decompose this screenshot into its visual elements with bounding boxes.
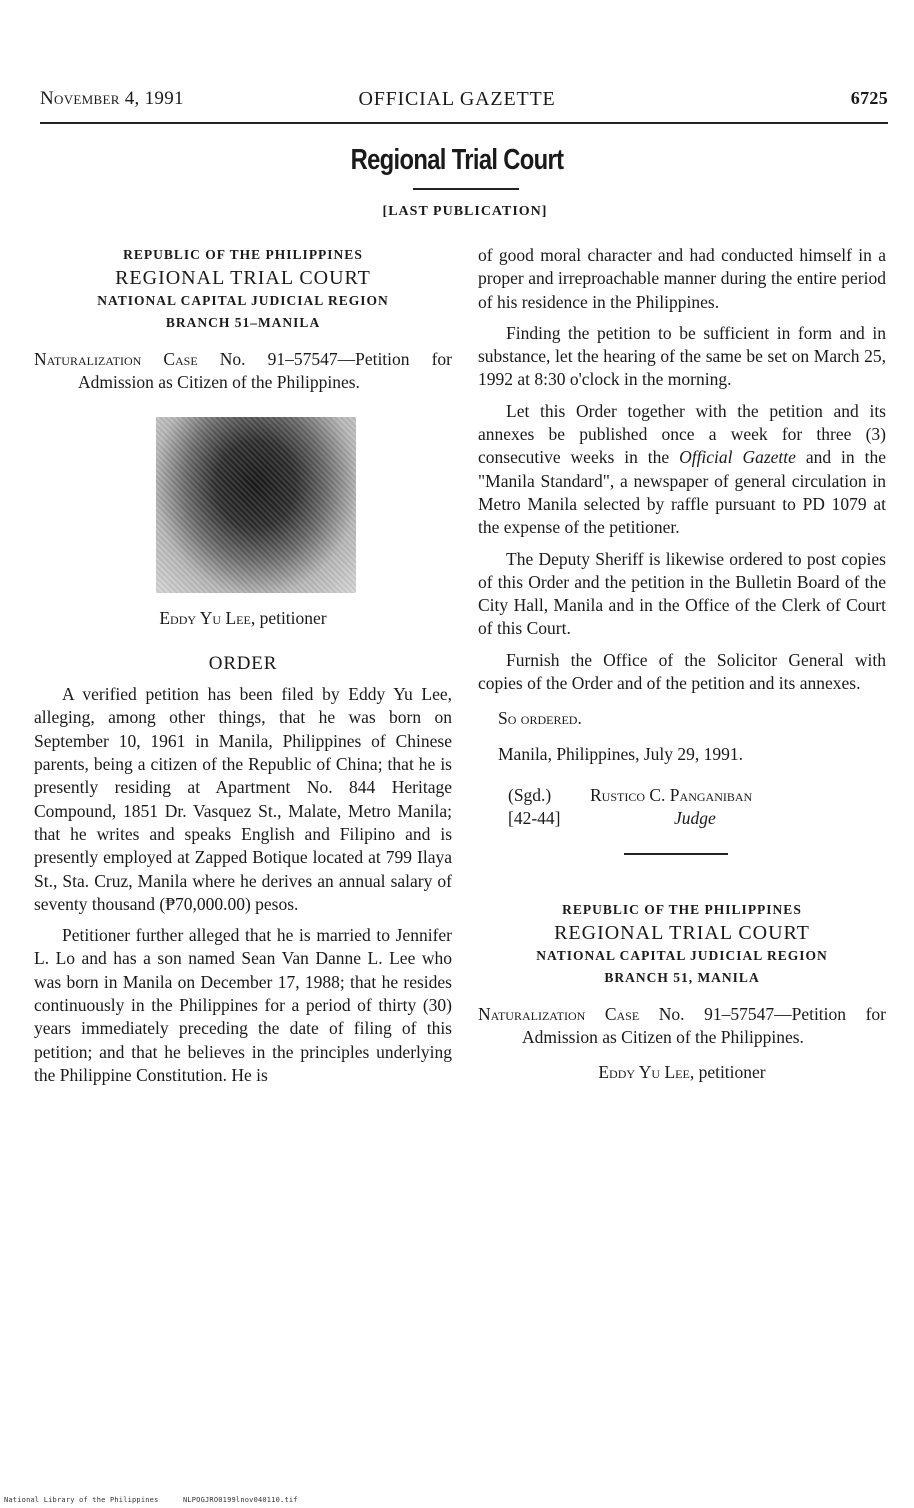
court-name: REGIONAL TRIAL COURT: [115, 267, 371, 289]
case-text: No. 91–57547—Petition for Admission as Citizen of the Philippines.: [78, 349, 452, 393]
region-line: NATIONAL CAPITAL JUDICIAL REGION: [97, 293, 389, 308]
signature-right: [590, 784, 886, 831]
publication-note: [LAST PUBLICATION]: [382, 204, 548, 219]
case-caption-2: [478, 1003, 886, 1050]
section-divider: [624, 853, 728, 855]
order-paragraph-2: Petitioner further alleged that he is married to Jennifer L. Lo and has a son named Sean Van Danne L. Lee who was born in Manila on December 17, 1988; that he resides continuously in the Philippines for a period of thirty (30) years immediately preceding the date of filing of this petition; and that he believes in the principles underlying the Philippine Constitution. He is: [34, 925, 452, 1085]
signature-block: [478, 784, 886, 831]
place-date: Manila, Philippines, July 29, 1991.: [498, 743, 743, 764]
section-title: Regional Trial Court: [350, 144, 564, 176]
judge-name: Rustico C. Panganiban: [590, 784, 753, 805]
case-text-2: No. 91–57547—Petition for Admission as Citizen of the Philippines.: [522, 1003, 886, 1047]
court-block-2: [478, 899, 886, 989]
sheriff-paragraph: The Deputy Sheriff is likewise ordered to post copies of this Order and the petition in the Bulletin Board of the City Hall, Manila and in the Office of the Clerk of Court of this Court.: [478, 548, 886, 639]
order-body: [34, 683, 452, 1087]
republic-line: REPUBLIC OF THE PHILIPPINES: [123, 247, 363, 262]
case-label: Naturalization Case: [34, 349, 198, 369]
case-label-2: Naturalization Case: [478, 1003, 640, 1024]
court-name-2: REGIONAL TRIAL COURT: [554, 921, 810, 944]
judge-title: Judge: [674, 808, 716, 829]
petitioner-role-2: , petitioner: [689, 1062, 766, 1083]
publish-gazette-name: Official Gazette: [679, 447, 796, 468]
footer-file: NLPOGJRO0199lnov040110.tif: [182, 1496, 298, 1504]
petitioner-name: Eddy Yu Lee: [159, 607, 251, 628]
court-block-1: [34, 244, 452, 334]
case-caption-1: [34, 348, 452, 395]
title-rule: [413, 188, 519, 190]
furnish-paragraph: Furnish the Office of the Solicitor General with copies of the Order and of the petition and its annexes.: [478, 649, 886, 694]
header-publication: OFFICIAL GAZETTE: [358, 88, 556, 110]
hearing-paragraph: Finding the petition to be sufficient in form and in substance, let the hearing of the same be set on March 25, 1992 at 8:30 o'clock in the morning.: [478, 322, 886, 390]
petitioner-line-2: [478, 1061, 886, 1084]
photo-caption: [34, 607, 452, 630]
scan-footer: [4, 1496, 298, 1504]
reference-number: [42-44]: [508, 808, 561, 829]
so-ordered: So ordered.: [498, 708, 582, 729]
footer-library: National Library of the Philippines: [4, 1496, 159, 1504]
sgd-label: (Sgd.): [508, 784, 552, 805]
order-heading: ORDER: [208, 652, 278, 674]
branch-line-2: BRANCH 51, MANILA: [604, 969, 760, 985]
petitioner-name-2: Eddy Yu Lee: [598, 1062, 690, 1083]
publish-text-b: and in the "Manila Standard", a newspaper of general circulation in Metro Manila selected by raffle pursuant to PD 1079 at the expense of the petitioner.: [478, 447, 886, 538]
order-paragraph-1: A verified petition has been filed by Eddy Yu Lee, alleging, among other things, that he was born on September 10, 1961 in Manila, Philippines of Chinese parents, being a citizen of the Republic of China; that he is presently residing at Apartment No. 844 Heritage Compound, 1851 Dr. Vasquez St., Malate, Metro Manila; that he writes and speaks English and Filipino and is presently employed at Zapped Botique located at 799 Ilaya St., Sta. Cruz, Manila where he derives an annual salary of seventy thousand (₱70,000.00) pesos.: [34, 684, 452, 914]
publish-text-a: Let this Order together with the petition and its annexes be published once a week for three (3) consecutive weeks in the: [478, 400, 886, 468]
header-page-number: 6725: [850, 88, 888, 108]
header-date: November 4, 1991: [40, 88, 184, 109]
petitioner-role: , petitioner: [250, 607, 327, 628]
republic-line-2: REPUBLIC OF THE PHILIPPINES: [562, 901, 802, 917]
petitioner-photo: [156, 417, 356, 593]
header-rule: [40, 122, 888, 124]
right-column: [478, 244, 886, 1084]
branch-line: BRANCH 51–MANILA: [165, 315, 321, 330]
signature-left: [508, 784, 590, 831]
region-line-2: NATIONAL CAPITAL JUDICIAL REGION: [536, 947, 828, 963]
continuation-paragraph: of good moral character and had conducted himself in a proper and irreproachable manner during the entire period of his residence in the Philippines.: [478, 245, 886, 312]
publish-paragraph: [478, 400, 886, 540]
left-column: [34, 244, 452, 1087]
